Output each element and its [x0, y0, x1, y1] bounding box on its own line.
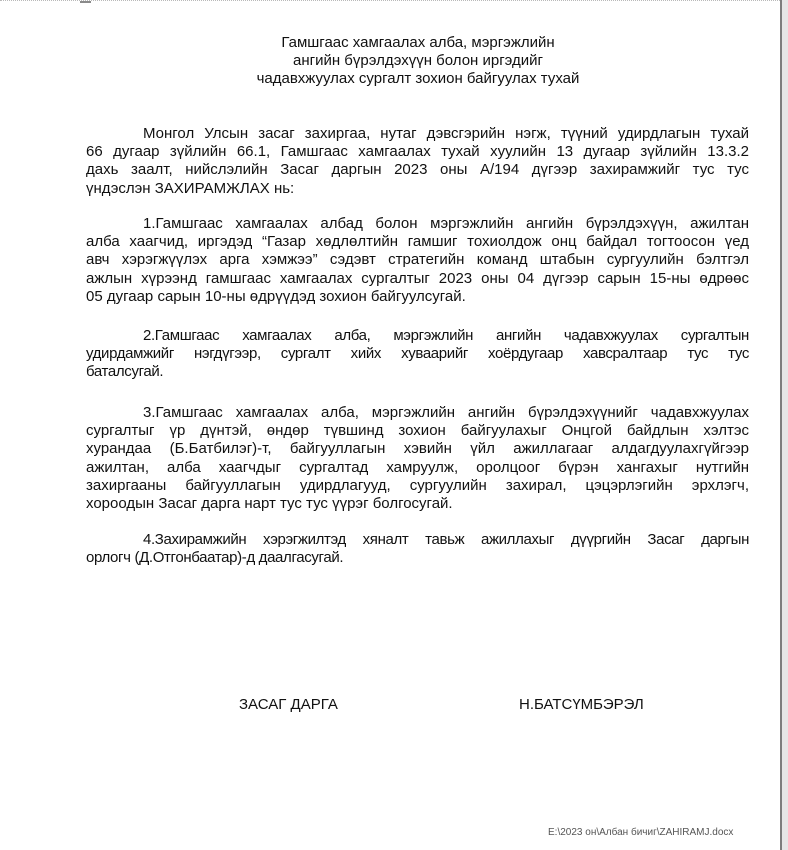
ruler-marker: [80, 1, 91, 3]
document-title: [200, 34, 636, 88]
text-line: 1.Гамшгаас хамгаалах албад болон мэргэжлийн ангийн бүрэлдэхүүн, ажилтан: [143, 215, 749, 232]
text-line: захиргааны байгууллагын удирдлагууд, сургуулийн захирал, цэцэрлэгийн эрхлэгч,: [86, 476, 749, 494]
signatory-position: ЗАСАГ ДАРГА: [239, 696, 338, 713]
title-line: Гамшгаас хамгаалах алба, мэргэжлийн: [281, 34, 555, 51]
signatory-name: Н.БАТСҮМБЭРЭЛ: [519, 696, 644, 713]
text-line: 05 дугаар сарын 10-ны өдрүүдэд зохион байгуулсугай.: [86, 287, 466, 305]
text-line: хороодын Засаг дарга нарт тус тус үүрэг болгосугай.: [86, 495, 453, 513]
clause-4: [86, 531, 749, 567]
text-line: сургалтыг үр дүнтэй, өндөр түвшинд зохион байгуулахыг Онцгой байдлын хэлтэс: [86, 422, 749, 440]
text-line: ажилтан, алба хаагчдыг сургалтад хамруулж, оролцоог бүрэн хангахыг нутгийн: [86, 458, 749, 476]
text-line: үндэслэн ЗАХИРАМЖЛАХ нь:: [86, 179, 295, 197]
text-line: 66 дугаар зүйлийн 66.1, Гамшгаас хамгаалах тухай хуулийн 13 дугаар зүйлийн 13.3.2: [86, 143, 749, 161]
page-gutter: [782, 0, 788, 850]
title-line: чадавхжуулах сургалт зохион байгуулах тухай: [256, 70, 580, 87]
text-line: баталсугай.: [86, 363, 164, 381]
preamble-paragraph: [86, 125, 749, 198]
clause-1: [86, 215, 749, 306]
text-line: алба хаагчид, иргэдэд “Газар хөдлөлтийн гамшиг тохиолдож онц байдал тогтоосон үед: [86, 233, 749, 251]
clause-3: [86, 404, 749, 513]
file-path-footer: E:\2023 он\Албан бичиг\ZAHIRAMJ.docx: [548, 827, 734, 838]
text-line: 2.Гамшгаас хамгаалах алба, мэргэжлийн ангийн чадавхжуулах сургалтын: [143, 327, 749, 344]
title-line: ангийн бүрэлдэхүүн болон иргэдийг: [293, 52, 543, 69]
text-line: дахь заалт, нийслэлийн Засаг даргын 2023 оны А/194 дүгээр захирамжийг тус тус: [86, 161, 749, 179]
text-line: орлогч (Д.Отгонбаатар)-д даалгасугай.: [86, 549, 344, 567]
text-line: 3.Гамшгаас хамгаалах алба, мэргэжлийн ангийн бүрэлдэхүүнийг чадавхжуулах: [143, 404, 749, 421]
clause-2: [86, 327, 749, 382]
text-line: 4.Захирамжийн хэрэгжилтэд хяналт тавьж ажиллахыг дүүргийн Засаг даргын: [143, 531, 749, 548]
text-line: удирдамжийг нэгдүгээр, сургалт хийх хуваарийг хоёрдугаар хавсралтаар тус тус: [86, 345, 749, 363]
text-line: Монгол Улсын засаг захиргаа, нутаг дэвсгэрийн нэгж, түүний удирдлагын тухай: [143, 125, 749, 142]
text-line: авч хэрэгжүүлэх арга хэмжээ” сэдэвт стратегийн команд штабын сургуулийн бэлтгэл: [86, 251, 749, 269]
text-line: ажлын хүрээнд гамшгаас хамгаалах сургалтыг 2023 оны 04 дүгээр сарын 15-ны өдрөөс: [86, 269, 749, 287]
text-line: хурандаа (Б.Батбилэг)-т, байгууллагын хэвийн үйл ажиллагааг алдагдуулахгүйгээр: [86, 440, 749, 458]
